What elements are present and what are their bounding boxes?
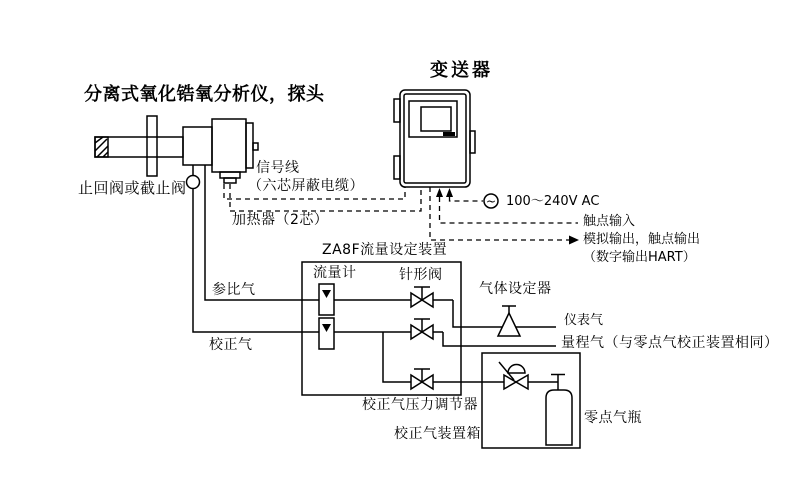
probe-cable-connector bbox=[220, 172, 240, 178]
probe-assembly bbox=[95, 116, 258, 183]
pressure-regulator-symbol bbox=[499, 362, 528, 389]
calibration-gas-label: 校正气 bbox=[209, 337, 253, 353]
gas-setter-symbol bbox=[498, 306, 520, 336]
regulator-label: 校正气压力调节器 bbox=[362, 397, 478, 413]
zero-gas-cylinder bbox=[546, 375, 572, 446]
needle-valve-label: 针形阀 bbox=[399, 267, 443, 283]
span-gas-label: 量程气（与零点气校正装置相同） bbox=[561, 335, 779, 351]
main-title: 分离式氧化锆氧分析仪，探头 bbox=[84, 84, 325, 105]
contact-input-label: 触点输入 bbox=[583, 214, 636, 229]
probe-body bbox=[183, 127, 212, 165]
digital-output-label: （数字输出HART） bbox=[583, 250, 696, 265]
calibration-box-label: 校正气装置箱 bbox=[394, 426, 481, 442]
analog-output-arrow bbox=[569, 236, 579, 245]
analog-output-label: 模拟输出，触点输出 bbox=[583, 232, 701, 247]
arrow-into-transmitter-2 bbox=[446, 188, 453, 197]
instrument-gas-label: 仪表气 bbox=[564, 313, 604, 328]
power-run bbox=[450, 197, 484, 201]
probe-head bbox=[212, 119, 246, 172]
reference-gas-label: 参比气 bbox=[212, 282, 256, 298]
signal-cable-label: 信号线 bbox=[256, 160, 300, 176]
arrow-into-transmitter-1 bbox=[436, 188, 443, 197]
heater-cable-label: 加热器（2芯） bbox=[232, 212, 329, 228]
check-valve-symbol bbox=[187, 176, 200, 189]
transmitter-box bbox=[394, 90, 475, 187]
check-valve-label: 止回阀或截止阀 bbox=[78, 179, 187, 197]
ac-tilde: ~ bbox=[485, 194, 497, 209]
power-rating-label: 100～240V AC bbox=[506, 194, 600, 209]
needle-valve-3 bbox=[411, 369, 433, 389]
signal-cable-sublabel: （六芯屏蔽电缆） bbox=[248, 178, 364, 194]
flowmeter-1 bbox=[319, 284, 334, 315]
needle-valve-2 bbox=[411, 319, 433, 339]
transmitter-title: 变送器 bbox=[430, 60, 493, 81]
gas-setter-label: 气体设定器 bbox=[479, 281, 552, 297]
needle-valve-1 bbox=[411, 287, 433, 307]
ac-power-symbol bbox=[484, 194, 498, 209]
probe-flange bbox=[147, 116, 157, 176]
za8f-title: ZA8F流量设定装置 bbox=[322, 242, 448, 258]
zero-cylinder-label: 零点气瓶 bbox=[584, 410, 642, 426]
flowmeter-label: 流量计 bbox=[313, 265, 357, 281]
flowmeter-2 bbox=[319, 318, 334, 349]
